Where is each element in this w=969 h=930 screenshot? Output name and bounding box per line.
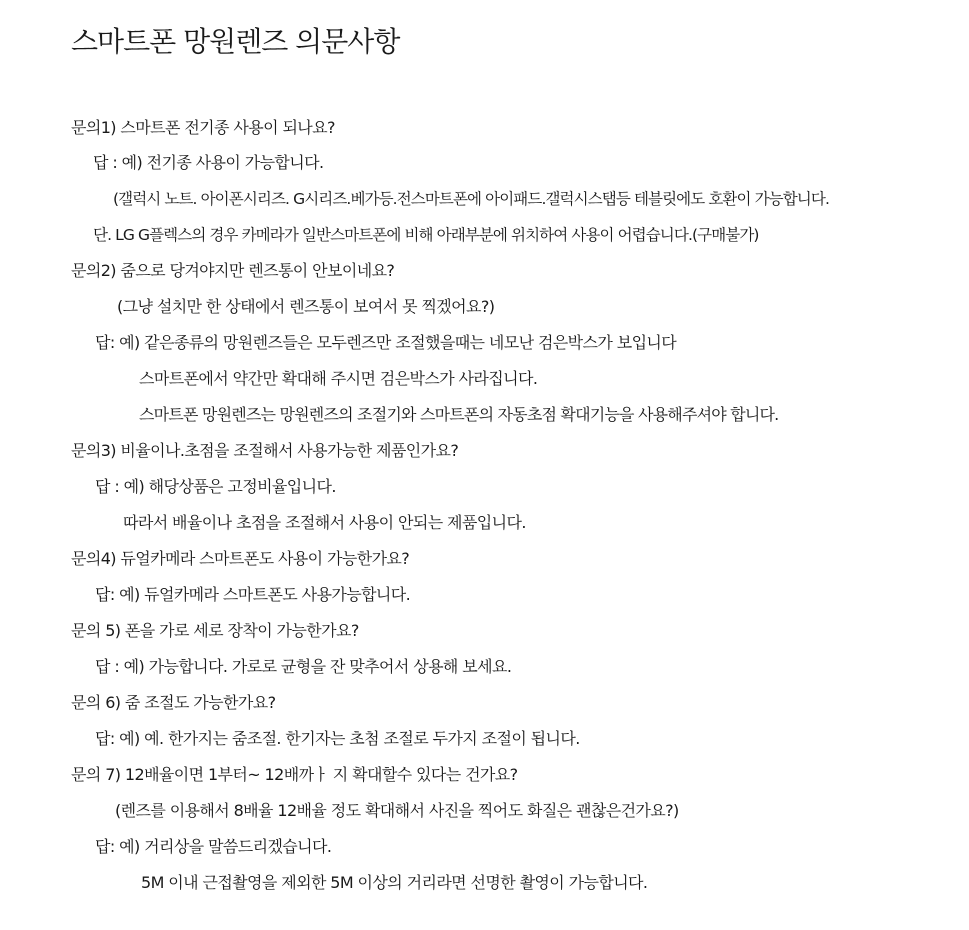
question-1: 문의1) 스마트폰 전기종 사용이 되나요?	[71, 118, 335, 137]
answer-2-line-2: 스마트폰에서 약간만 확대해 주시면 검은박스가 사라집니다.	[139, 369, 538, 388]
answer-7-line-2: 5M 이내 근접촬영을 제외한 5M 이상의 거리라면 선명한 촬영이 가능합니다.	[141, 873, 648, 892]
question-4: 문의4) 듀얼카메라 스마트폰도 사용이 가능한가요?	[71, 549, 410, 568]
answer-3-line-2: 따라서 배율이나 초점을 조절해서 사용이 안되는 제품입니다.	[123, 513, 526, 532]
question-2: 문의2) 줌으로 당겨야지만 렌즈통이 안보이네요?	[71, 261, 395, 280]
question-6: 문의 6) 줌 조절도 가능한가요?	[71, 693, 276, 712]
answer-4: 답: 예) 듀얼카메라 스마트폰도 사용가능합니다.	[95, 585, 411, 604]
question-7-detail: (렌즈를 이용해서 8배율 12배율 정도 확대해서 사진을 찍어도 화질은 괜찮은건가요?)	[115, 801, 679, 820]
answer-2-line-3: 스마트폰 망원렌즈는 망원렌즈의 조절기와 스마트폰의 자동초점 확대기능을 사용해주셔야 합니다.	[139, 405, 779, 424]
answer-5: 답 : 예) 가능합니다. 가로로 균형을 잔 맞추어서 상용해 보세요.	[95, 657, 512, 676]
answer-3: 답 : 예) 해당상품은 고정비율입니다.	[95, 477, 336, 496]
answer-2: 답: 예) 같은종류의 망원렌즈들은 모두렌즈만 조절했을때는 네모난 검은박스가 보입니다	[95, 333, 677, 352]
answer-1-note: 단. LG G플렉스의 경우 카메라가 일반스마트폰에 비해 아래부분에 위치하여 사용이 어렵습니다.(구매불가)	[93, 226, 759, 244]
answer-1-detail: (갤럭시 노트. 아이폰시리즈. G시리즈.베가등.전스마트폰에 아이패드.갤럭시스탭등 테블릿에도 호환이 가능합니다.	[113, 190, 829, 208]
question-7: 문의 7) 12배율이면 1부터~ 12배까ㅏ 지 확대할수 있다는 건가요?	[71, 765, 518, 784]
question-5: 문의 5) 폰을 가로 세로 장착이 가능한가요?	[71, 621, 359, 640]
page-title: 스마트폰 망원렌즈 의문사항	[71, 25, 400, 58]
answer-6: 답: 예) 예. 한가지는 줌조절. 한기자는 초첨 조절로 두가지 조절이 됩니다.	[95, 729, 580, 748]
question-2-detail: (그냥 설치만 한 상태에서 렌즈통이 보여서 못 찍겠어요?)	[117, 297, 495, 316]
question-3: 문의3) 비율이나.초점을 조절해서 사용가능한 제품인가요?	[71, 441, 459, 460]
answer-1: 답 : 예) 전기종 사용이 가능합니다.	[93, 153, 324, 172]
answer-7: 답: 예) 거리상을 말씀드리겠습니다.	[95, 837, 332, 856]
